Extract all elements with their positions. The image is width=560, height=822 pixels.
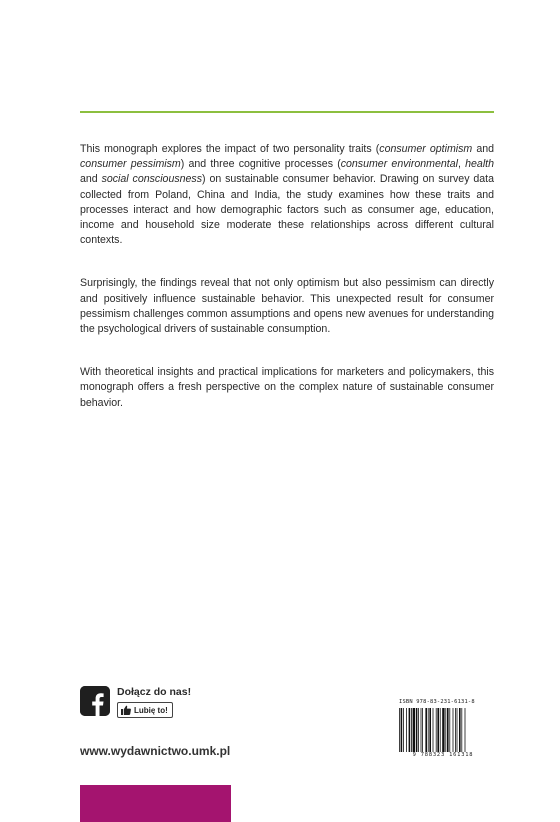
barcode-bar: [437, 708, 439, 752]
isbn-barcode-block: [397, 699, 489, 761]
like-button[interactable]: [117, 702, 173, 718]
paragraph-3: With theoretical insights and practical implications for marketers and policymakers, this monograph offers a fresh perspective on the complex nature of sustainable consumer behavior.: [80, 366, 494, 409]
italic-term: consumer pessimism: [80, 158, 181, 171]
barcode-bar: [413, 708, 415, 752]
barcode-bar: [455, 708, 456, 752]
barcode-bar: [436, 708, 437, 752]
text-run: ,: [457, 158, 466, 171]
barcode-bar: [433, 708, 434, 758]
barcode-bar: [422, 708, 423, 752]
barcode-bar: [440, 708, 441, 752]
text-run: ) on sustainable consumer behavior. Drawing on survey data collected from Poland, China and India, the study examines how these traits and processes interact and how demographic factors such as consumer age, education, income and household size moderate these relationships across different cultural contexts.: [80, 173, 494, 247]
italic-term: social consciousness: [101, 173, 203, 186]
italic-term: consumer environmental: [340, 158, 458, 171]
isbn-label: ISBN 978-83-231-6131-8: [399, 699, 475, 705]
barcode-bar: [459, 708, 461, 752]
barcode-bar: [399, 708, 400, 758]
barcode-bar: [465, 708, 466, 758]
facebook-icon[interactable]: [80, 686, 110, 716]
barcode-bar: [461, 708, 462, 752]
publisher-website-link[interactable]: www.wydawnictwo.umk.pl: [80, 744, 231, 758]
text-run: and: [472, 143, 494, 155]
join-us-label: Dołącz do nas!: [117, 686, 192, 698]
paragraph-1: [80, 142, 494, 248]
italic-term: health: [465, 158, 495, 171]
text-run: ) and three cognitive processes (: [180, 158, 341, 171]
barcode-bar: [447, 708, 449, 752]
italic-term: consumer optimism: [379, 143, 473, 155]
text-run: This monograph explores the impact of two personality traits (: [80, 143, 380, 155]
barcode-bar: [418, 708, 419, 752]
thumbs-up-icon: [121, 705, 131, 715]
barcode-bar: [428, 708, 429, 752]
barcode-bar: [442, 708, 444, 752]
barcode-bar: [403, 708, 404, 752]
barcode-bar: [453, 708, 454, 752]
barcode-bar: [457, 708, 458, 752]
barcode-bar: [449, 708, 450, 752]
barcode-bar: [421, 708, 422, 752]
back-cover-text: [80, 142, 494, 439]
text-run: and: [80, 173, 102, 186]
barcode-bar: [416, 708, 418, 752]
top-divider-rule: [80, 111, 494, 113]
barcode-bar: [409, 708, 411, 752]
barcode-digits: 9 788323 161318: [397, 752, 489, 758]
barcode-bar: [429, 708, 431, 752]
barcode-bar: [406, 708, 407, 752]
facebook-promo: [80, 686, 280, 726]
barcode-bar: [401, 708, 403, 758]
barcode-bar: [411, 708, 412, 752]
like-label: Lubię to!: [134, 705, 168, 715]
paragraph-2: Surprisingly, the findings reveal that not only optimism but also pessimism can directly and positively influence sustainable behavior. This unexpected result for consumer pessimism challenges common assumptions and opens new avenues for understanding the psychological drivers of sustainable consumption.: [80, 277, 494, 336]
barcode-bar: [445, 708, 446, 752]
barcode-bar: [425, 708, 427, 752]
accent-bar: [80, 785, 231, 822]
